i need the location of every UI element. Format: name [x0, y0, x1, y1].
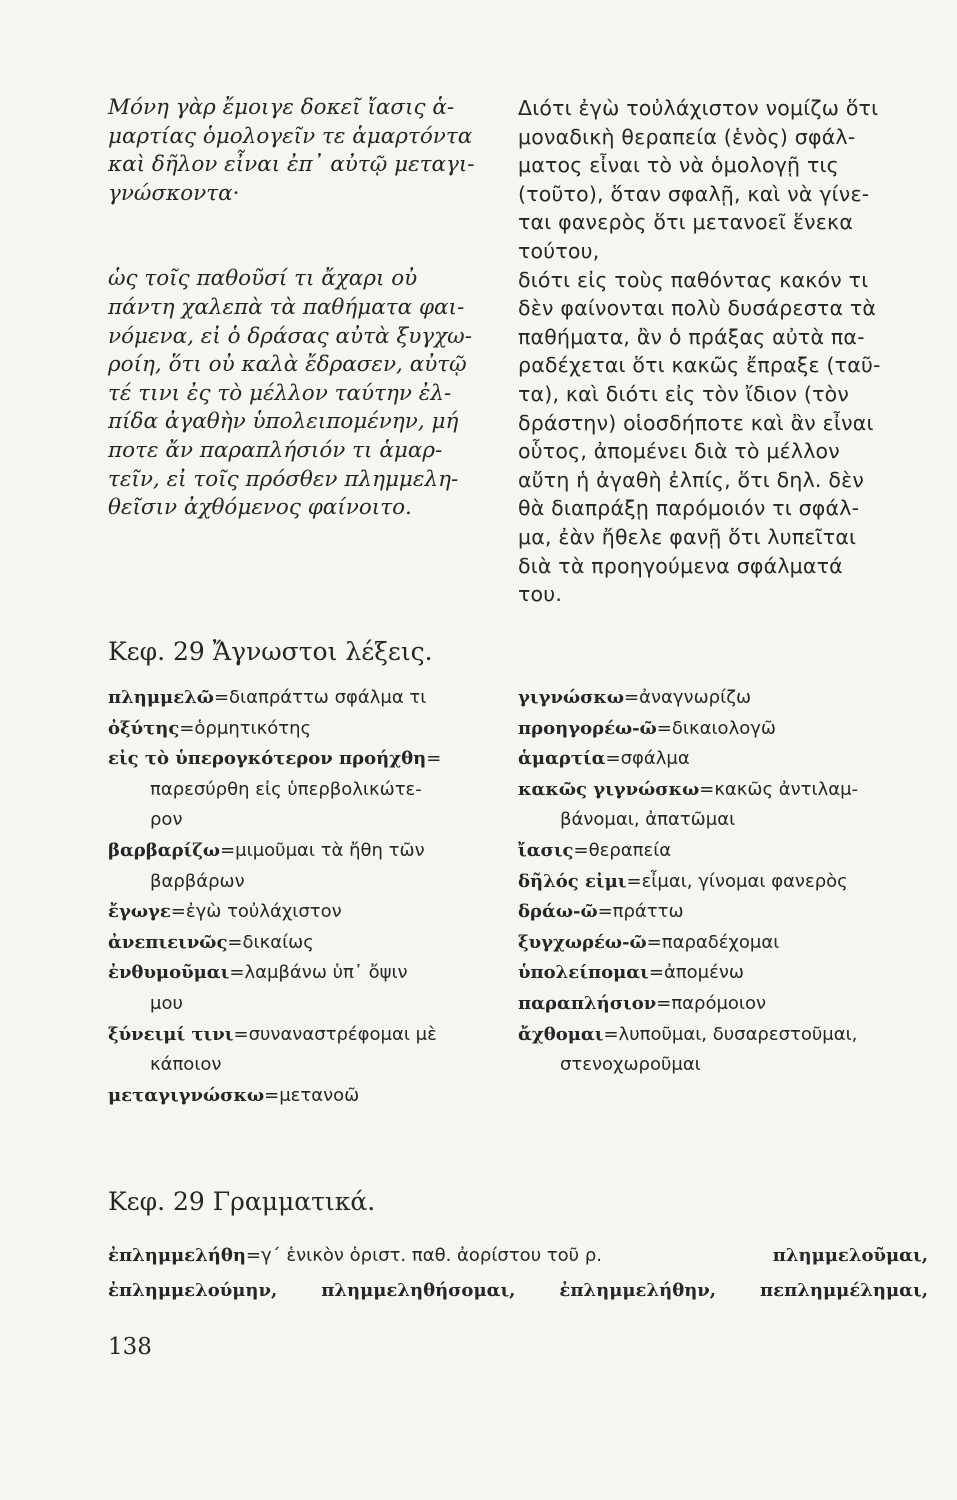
equals-sign: =: [170, 901, 186, 923]
equals-sign: =: [605, 748, 621, 770]
vocab-term: ὑπολείπομαι: [518, 962, 649, 984]
vocab-definition: σφάλμα: [620, 748, 690, 770]
vocab-term: μεταγιγνώσκω: [108, 1084, 265, 1106]
vocab-definition: δικαίως: [242, 931, 314, 953]
vocab-definition: κακῶς ἀντιλαμ-: [714, 778, 859, 800]
text-line: δράστην) οἱοσδήποτε καὶ ἂν εἶναι: [518, 410, 874, 435]
vocab-continuation: [108, 805, 508, 836]
vocab-definition: μιμοῦμαι τὰ ἤθη τῶν: [235, 839, 425, 861]
vocab-list-right: [518, 683, 938, 1081]
vocab-definition: παρόμοιον: [671, 992, 767, 1014]
greek-paragraph-1: [108, 94, 493, 208]
vocab-entry: [518, 958, 938, 989]
equals-sign: =: [648, 962, 664, 984]
grammar-term: πλημμελοῦμαι,: [772, 1245, 928, 1266]
text-line: νόμενα, εἰ ὁ δράσας αὐτὰ ξυγχω-: [108, 323, 472, 349]
vocab-entry: [108, 928, 508, 959]
equals-sign: =: [264, 1084, 280, 1106]
vocab-definition: βαρβάρων: [150, 870, 245, 892]
vocab-definition: κάποιον: [150, 1054, 222, 1076]
equals-sign: =: [603, 1023, 619, 1045]
vocab-entry: [108, 836, 508, 867]
text-line: οὗτος, ἀπομένει διὰ τὸ μέλλον: [518, 439, 840, 464]
vocab-definition: ἐγὼ τοὐλάχιστον: [185, 901, 342, 923]
equals-sign: =: [213, 687, 230, 708]
vocab-term: δράω-ῶ: [518, 901, 598, 923]
vocab-continuation: [108, 867, 508, 898]
vocab-entry: [518, 928, 938, 959]
text-line: καὶ δῆλον εἶναι ἐπ᾿ αὐτῷ μεταγι-: [108, 152, 475, 178]
vocab-term: ἐνθυμοῦμαι: [108, 962, 230, 984]
vocab-term: πλημμελῶ: [108, 687, 214, 708]
vocab-term: κακῶς γιγνώσκω: [518, 778, 700, 800]
vocab-term: δῆλός εἰμι: [518, 870, 627, 892]
vocab-definition: ὁρμητικότης: [194, 717, 312, 739]
vocab-term: ἔγωγε: [108, 901, 171, 923]
vocab-entry: [108, 1081, 508, 1112]
vocab-entry: [518, 683, 938, 714]
text-line: ματος εἶναι τὸ νὰ ὁμολογῇ τις: [518, 153, 839, 178]
page-number: 138: [108, 1334, 152, 1360]
text-line: διότι εἰς τοὺς παθόντας κακόν τι: [518, 267, 869, 292]
equals-sign: =: [699, 778, 715, 800]
equals-sign: =: [626, 870, 642, 892]
translation-column: [518, 94, 926, 609]
text-line: αὔτη ἡ ἀγαθὴ ἐλπίς, ὅτι δηλ. δὲν: [518, 467, 865, 492]
vocab-entry: [108, 897, 508, 928]
vocab-definition: δικαιολογῶ: [671, 717, 776, 739]
equals-sign: =: [227, 931, 243, 953]
equals-sign: =: [573, 839, 589, 861]
equals-sign: =: [656, 717, 672, 739]
vocab-list-left: [108, 683, 508, 1111]
vocab-definition: λυποῦμαι, δυσαρεστοῦμαι,: [618, 1023, 858, 1045]
vocab-definition: ἀναγνωρίζω: [639, 687, 752, 708]
grammar-text: [108, 1238, 928, 1308]
text-line: ὡς τοῖς παθοῦσί τι ἄχαρι οὐ: [108, 266, 418, 292]
vocab-entry: [518, 775, 938, 806]
text-line: τεῖν, εἰ τοῖς πρόσθεν πλημμελη-: [108, 466, 459, 492]
text-line: μαρτίας ὁμολογεῖν τε ἁμαρτόντα: [108, 123, 473, 149]
grammar-form: ἐπλημμελήθην,: [559, 1280, 717, 1301]
text-line: θεῖσιν ἀχθόμενος φαίνοιτο.: [108, 495, 412, 521]
text-line: πίδα ἀγαθὴν ὑπολειπομένην, μή: [108, 409, 459, 435]
grammar-description: γ΄ ἑνικὸν ὁριστ. παθ. ἀορίστου τοῦ ρ.: [261, 1245, 602, 1266]
equals-sign: =: [646, 931, 662, 953]
text-line: τέ τινι ἐς τὸ μέλλον ταύτην ἐλ-: [108, 380, 452, 406]
vocab-definition: θεραπεία: [588, 839, 672, 861]
greek-text-column: [108, 94, 493, 523]
vocab-definition: συναναστρέφομαι μὲ: [248, 1023, 437, 1045]
vocab-definition: παραδέχομαι: [661, 931, 780, 953]
vocab-definition: παρεσύρθη εἰς ὑπερβολικώτε-: [150, 778, 422, 800]
vocab-entry: [518, 744, 938, 775]
vocab-definition: βάνομαι, ἀπατῶμαι: [560, 809, 736, 831]
equals-sign: =: [220, 839, 236, 861]
grammar-heading: Κεφ. 29 Γραμματικά.: [108, 1187, 376, 1216]
text-line: πάντη χαλεπὰ τὰ παθήματα φαι-: [108, 294, 465, 320]
equals-sign: =: [624, 687, 640, 708]
grammar-line-1: [108, 1238, 928, 1273]
equals-sign: =: [179, 717, 195, 739]
vocab-term: ξύνειμί τινι: [108, 1023, 234, 1045]
vocab-term: ἁμαρτία: [518, 748, 606, 770]
grammar-form: πεπλημμέλημαι,: [759, 1280, 928, 1301]
vocab-term: προηγορέω-ῶ: [518, 717, 657, 739]
translation-paragraph-2: [518, 266, 926, 609]
text-line: γνώσκοντα·: [108, 180, 240, 206]
vocab-term: ἄχθομαι: [518, 1023, 604, 1045]
vocab-term: εἰς τὸ ὑπερογκότερον προήχθη: [108, 748, 427, 770]
grammar-form: ἐπλημμελούμην,: [108, 1280, 278, 1301]
text-line: ροίη, ὅτι οὐ καλὰ ἔδρασεν, αὐτῷ: [108, 352, 467, 378]
vocab-definition: ἀπομένω: [663, 962, 744, 984]
vocab-definition: στενοχωροῦμαι: [560, 1054, 701, 1076]
text-line: μοναδικὴ θεραπεία (ἑνὸς) σφάλ-: [518, 124, 856, 149]
vocab-entry: [108, 958, 508, 989]
vocab-definition: πράττω: [612, 901, 684, 923]
vocab-term: ὀξύτης: [108, 717, 180, 739]
vocab-entry: [108, 1020, 508, 1051]
vocab-term: ἴασις: [518, 839, 574, 861]
vocab-entry: [518, 836, 938, 867]
translation-paragraph-1: [518, 94, 926, 266]
text-line: ραδέχεται ὅτι κακῶς ἔπραξε (ταῦ-: [518, 353, 881, 378]
text-line: ται φανερὸς ὅτι μετανοεῖ ἕνεκα: [518, 210, 854, 235]
vocab-term: ἀνεπιεινῶς: [108, 931, 228, 953]
vocab-entry: [518, 989, 938, 1020]
text-line: ποτε ἄν παραπλήσιόν τι ἁμαρ-: [108, 437, 443, 463]
vocab-entry: [518, 897, 938, 928]
vocab-definition: μου: [150, 992, 183, 1014]
text-line: θὰ διαπράξῃ παρόμοιόν τι σφάλ-: [518, 496, 860, 521]
text-line: παθήματα, ἂν ὁ πράξας αὐτὰ πα-: [518, 324, 865, 349]
vocab-entry: [108, 683, 508, 714]
grammar-form: πλημμεληθήσομαι,: [321, 1280, 516, 1301]
grammar-line-2: [108, 1273, 928, 1308]
equals-sign: =: [245, 1245, 262, 1266]
vocab-definition: διαπράττω σφάλμα τι: [229, 687, 427, 708]
vocab-entry: [518, 714, 938, 745]
vocab-definition: λαμβάνω ὑπ᾿ ὄψιν: [244, 962, 408, 984]
equals-sign: =: [233, 1023, 249, 1045]
vocab-entry: [108, 744, 508, 775]
vocab-continuation: [518, 805, 938, 836]
vocab-term: ξυγχωρέω-ῶ: [518, 931, 647, 953]
vocab-entry: [518, 1020, 938, 1051]
text-line: του.: [518, 582, 563, 607]
equals-sign: =: [229, 962, 245, 984]
vocab-definition: εἶμαι, γίνομαι φανερὸς: [641, 870, 848, 892]
vocab-continuation: [108, 1050, 508, 1081]
grammar-term: ἐπλημμελήθη: [108, 1245, 246, 1266]
vocab-continuation: [108, 775, 508, 806]
vocab-continuation: [518, 1050, 938, 1081]
equals-sign: =: [597, 901, 613, 923]
text-line: τα), καὶ διότι εἰς τὸν ἴδιον (τὸν: [518, 381, 850, 406]
text-line: Μόνη γὰρ ἔμοιγε δοκεῖ ἴασις ἁ-: [108, 95, 455, 120]
vocab-entry: [518, 867, 938, 898]
text-line: διὰ τὰ προηγούμενα σφάλματά: [518, 553, 843, 578]
equals-sign: =: [426, 748, 442, 770]
vocab-heading: Κεφ. 29 Ἄγνωστοι λέξεις.: [108, 637, 433, 666]
equals-sign: =: [656, 992, 672, 1014]
text-line: μα, ἐὰν ἤθελε φανῇ ὅτι λυπεῖται: [518, 524, 857, 549]
text-line: (τοῦτο), ὅταν σφαλῇ, καὶ νὰ γίνε-: [518, 181, 870, 206]
greek-paragraph-2: [108, 265, 493, 522]
vocab-term: παραπλήσιον: [518, 992, 657, 1014]
vocab-continuation: [108, 989, 508, 1020]
vocab-definition: μετανοῶ: [279, 1084, 360, 1106]
text-line: Διότι ἐγὼ τοὐλάχιστον νομίζω ὅτι: [518, 96, 879, 120]
vocab-term: γιγνώσκω: [518, 687, 625, 708]
vocab-term: βαρβαρίζω: [108, 839, 221, 861]
grammar-entry: [108, 1238, 602, 1273]
vocab-entry: [108, 714, 508, 745]
vocab-definition: ρον: [150, 809, 183, 831]
text-line: τούτου,: [518, 238, 600, 263]
text-line: δὲν φαίνονται πολὺ δυσάρεστα τὰ: [518, 296, 877, 321]
